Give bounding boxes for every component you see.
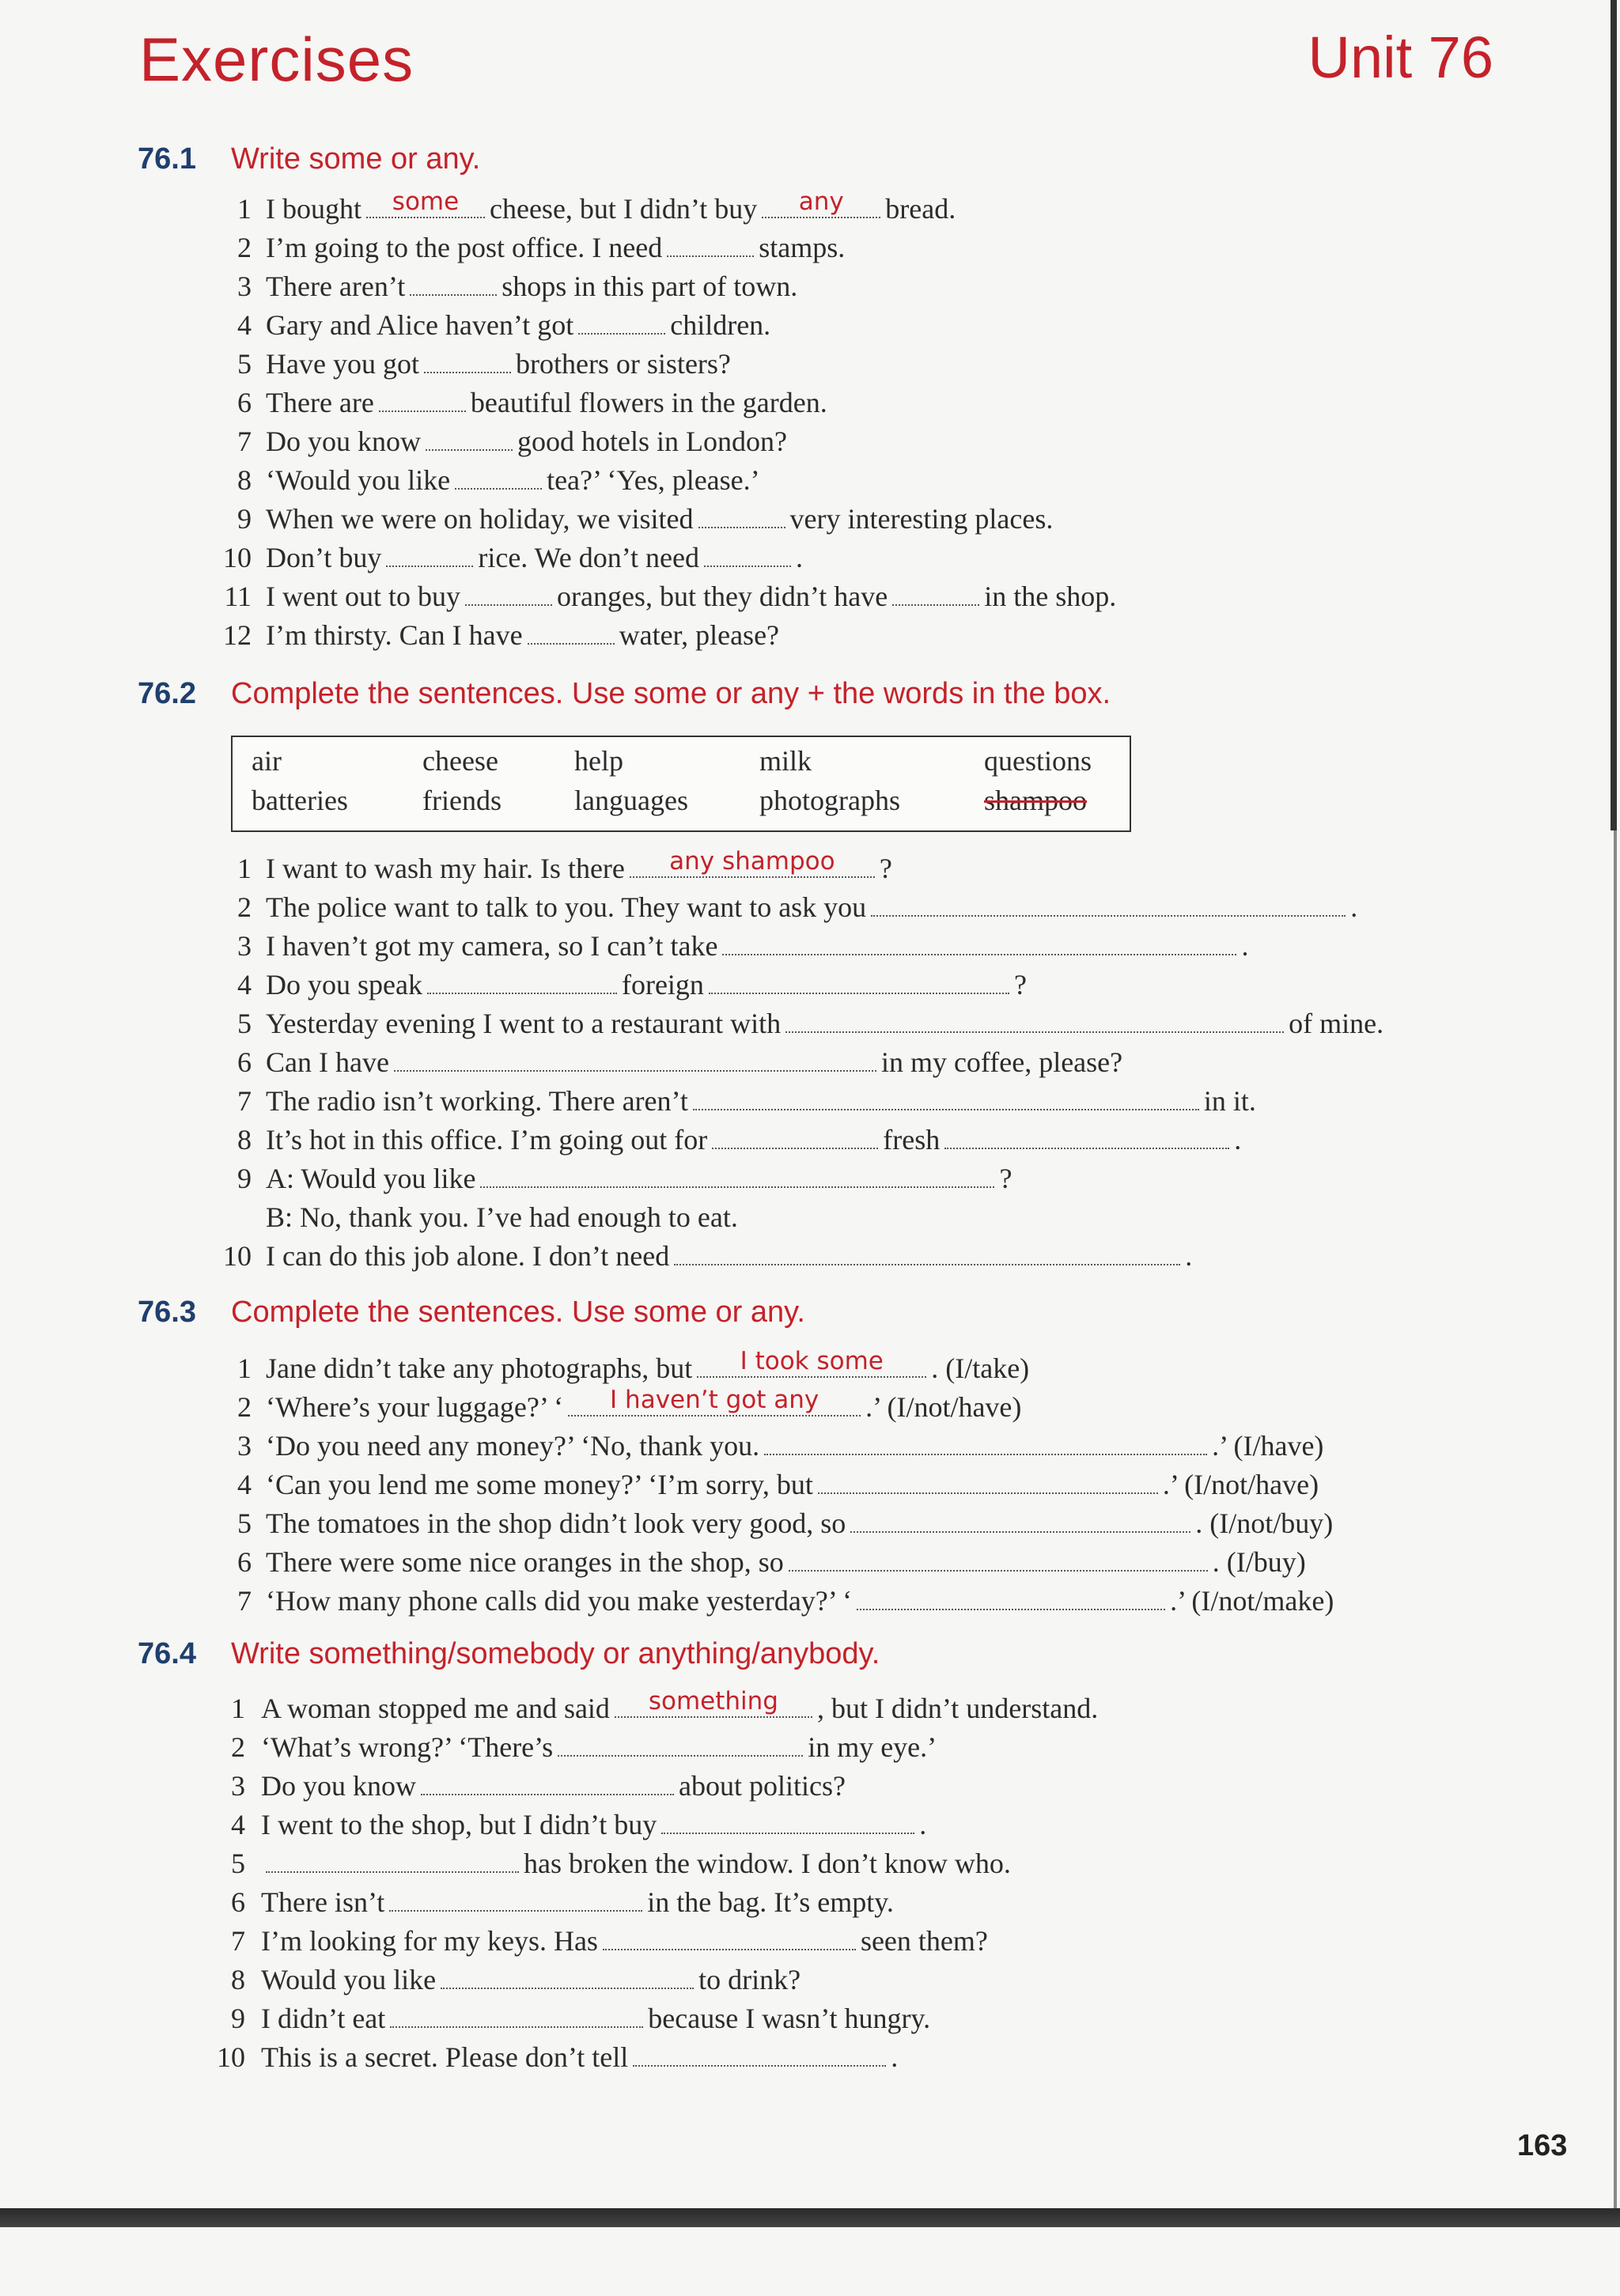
answer-blank[interactable] — [850, 1507, 1190, 1533]
item-text — [266, 616, 779, 655]
exercise-item — [0, 1883, 1620, 1922]
item-number: 1 — [231, 1693, 245, 1724]
item-text — [261, 1844, 1011, 1883]
item-text-segment: I went out to buy — [266, 581, 460, 612]
item-number: 9 — [237, 1163, 252, 1194]
item-text — [266, 1043, 1122, 1082]
item-text-segment: in it. — [1203, 1085, 1256, 1117]
item-text — [266, 1121, 1241, 1159]
item-text-segment: Can I have — [266, 1046, 389, 1078]
item-text-segment: B: No, thank you. I’ve had enough to eat. — [266, 1201, 738, 1233]
answer-blank[interactable] — [944, 1124, 1229, 1149]
exercise-list-1 — [0, 187, 1620, 655]
item-text-segment: to drink? — [698, 1964, 801, 1995]
exercise-item — [0, 2038, 1620, 2077]
item-number: 4 — [237, 309, 252, 341]
answer-blank[interactable] — [410, 270, 497, 296]
exercise-item — [0, 1728, 1620, 1767]
answer-blank[interactable] — [578, 309, 665, 335]
exercise-item — [0, 306, 1620, 345]
item-text — [266, 1582, 1334, 1621]
answer-blank[interactable] — [421, 1770, 674, 1795]
exercise-item — [0, 1427, 1620, 1466]
box-word-crossed: shampoo — [984, 785, 1087, 816]
answer-blank[interactable] — [480, 1163, 994, 1188]
exercise-item — [0, 1004, 1620, 1043]
item-number: 3 — [237, 1430, 252, 1462]
page-number: 163 — [1517, 2129, 1568, 2162]
exercise-item — [0, 1582, 1620, 1621]
exercise-item — [0, 888, 1620, 927]
answer-blank[interactable] — [785, 1008, 1284, 1033]
item-text-segment: I bought — [266, 193, 361, 225]
item-text-segment: .’ (I/not/have) — [865, 1391, 1022, 1423]
answer-blank[interactable] — [698, 503, 785, 528]
box-word: photographs — [759, 785, 900, 816]
page-title: Exercises — [139, 25, 414, 94]
item-text-segment: . (I/not/buy) — [1195, 1507, 1334, 1539]
item-text-segment: There are — [266, 387, 374, 418]
item-text-segment: tea?’ ‘Yes, please.’ — [547, 464, 760, 496]
example-answer: any — [798, 187, 844, 216]
item-text — [266, 500, 1053, 539]
item-text-segment: There isn’t — [261, 1886, 385, 1918]
answer-blank[interactable] — [528, 619, 615, 645]
item-number: 2 — [237, 1391, 252, 1423]
item-text-segment: When we were on holiday, we visited — [266, 503, 694, 535]
item-text-segment: I’m going to the post office. I need — [266, 232, 663, 263]
item-text — [261, 2038, 898, 2077]
item-number: 6 — [237, 1546, 252, 1578]
item-text-segment: I didn’t eat — [261, 2003, 386, 2034]
item-number: 5 — [237, 1507, 252, 1539]
answer-blank[interactable] — [366, 187, 485, 218]
item-text-segment: ‘Can you lend me some money?’ ‘I’m sorry, but — [266, 1469, 813, 1500]
item-text — [261, 1999, 930, 2038]
exercise-item — [0, 345, 1620, 384]
item-text-segment: shops in this part of town. — [502, 270, 798, 302]
item-number: 7 — [231, 1925, 245, 1957]
item-text-segment: foreign — [621, 969, 704, 1000]
item-number: 1 — [237, 193, 252, 225]
item-number: 1 — [237, 1352, 252, 1384]
item-text — [261, 1922, 988, 1961]
section-title-1: Write some or any. — [231, 142, 481, 176]
item-number: 6 — [237, 387, 252, 418]
item-number: 9 — [237, 503, 252, 535]
item-text — [261, 1689, 1098, 1728]
example-answer: some — [392, 187, 460, 216]
example-answer: something — [648, 1687, 778, 1715]
item-text — [266, 229, 845, 267]
item-text-segment: in the bag. It’s empty. — [647, 1886, 894, 1918]
item-text — [266, 888, 1357, 927]
exercise-item — [0, 577, 1620, 616]
exercise-item — [0, 1466, 1620, 1504]
item-number: 1 — [237, 853, 252, 884]
answer-blank[interactable] — [389, 1886, 642, 1912]
answer-blank[interactable] — [379, 387, 466, 412]
section-number-2: 76.2 — [138, 677, 196, 710]
example-answer: any shampoo — [669, 847, 835, 876]
item-text-segment: Yesterday evening I went to a restaurant with — [266, 1008, 782, 1039]
item-text — [266, 1349, 1029, 1388]
answer-blank[interactable] — [871, 891, 1346, 917]
item-number: 5 — [231, 1848, 245, 1879]
answer-blank[interactable] — [712, 1124, 878, 1149]
item-text-segment: stamps. — [759, 232, 846, 263]
section-number-1: 76.1 — [138, 142, 196, 176]
exercise-item — [0, 384, 1620, 422]
item-text — [266, 1159, 1012, 1198]
item-text-segment: Jane didn’t take any photographs, but — [266, 1352, 693, 1384]
item-number: 8 — [237, 464, 252, 496]
item-text — [266, 1466, 1319, 1504]
answer-blank[interactable] — [722, 930, 1236, 955]
answer-blank[interactable] — [661, 1809, 914, 1834]
item-text — [266, 539, 803, 577]
answer-blank[interactable] — [764, 1430, 1207, 1455]
item-number: 8 — [237, 1124, 252, 1156]
item-number: 12 — [223, 619, 252, 651]
box-word: languages — [574, 785, 688, 816]
exercise-item — [0, 1844, 1620, 1883]
item-text-segment: fresh — [883, 1124, 941, 1156]
answer-blank[interactable] — [465, 581, 552, 606]
item-text — [266, 1388, 1021, 1427]
item-text — [266, 267, 797, 306]
item-text-segment: good hotels in London? — [517, 426, 787, 457]
item-text-segment: I haven’t got my camera, so I can’t take — [266, 930, 718, 962]
answer-blank[interactable] — [633, 2041, 886, 2067]
item-text-segment: I’m thirsty. Can I have — [266, 619, 523, 651]
answer-blank[interactable] — [424, 348, 511, 373]
exercise-item — [0, 187, 1620, 229]
item-text-segment: Would you like — [261, 1964, 437, 1995]
section-number-3: 76.3 — [138, 1296, 196, 1329]
item-number: 7 — [237, 1085, 252, 1117]
item-text — [266, 345, 731, 384]
exercise-item — [0, 1082, 1620, 1121]
box-word: air — [252, 745, 282, 777]
item-text — [261, 1767, 846, 1806]
exercise-item — [0, 1767, 1620, 1806]
item-number: 10 — [223, 542, 252, 573]
exercise-item — [0, 461, 1620, 500]
box-word: cheese — [422, 745, 498, 777]
item-text — [266, 1543, 1306, 1582]
item-number: 6 — [237, 1046, 252, 1078]
example-answer: I haven’t got any — [610, 1386, 819, 1414]
box-word: milk — [759, 745, 812, 777]
exercise-item — [0, 1922, 1620, 1961]
item-text-segment: .’ (I/not/have) — [1162, 1469, 1319, 1500]
item-text — [266, 1427, 1323, 1466]
item-text-segment: in my eye.’ — [808, 1731, 937, 1763]
exercise-item — [0, 966, 1620, 1004]
item-text-segment: The radio isn’t working. There aren’t — [266, 1085, 688, 1117]
item-number: 4 — [237, 969, 252, 1000]
item-text-segment: about politics? — [679, 1770, 846, 1802]
exercise-list-3 — [0, 1349, 1620, 1621]
item-text-segment: A woman stopped me and said — [261, 1693, 610, 1724]
exercise-item — [0, 1689, 1620, 1728]
item-text-segment: ? — [1013, 969, 1027, 1000]
answer-blank[interactable] — [558, 1731, 803, 1757]
answer-blank[interactable] — [709, 969, 1009, 994]
item-text-segment: Do you know — [266, 426, 421, 457]
item-text-segment: water, please? — [619, 619, 780, 651]
item-number: 5 — [237, 1008, 252, 1039]
item-text-segment: . — [796, 542, 804, 573]
answer-blank[interactable] — [667, 232, 754, 257]
answer-blank[interactable] — [426, 426, 513, 451]
exercise-item — [0, 539, 1620, 577]
item-text-segment: A: Would you like — [266, 1163, 476, 1194]
answer-blank[interactable] — [394, 1046, 876, 1072]
item-number: 4 — [237, 1469, 252, 1500]
exercise-item — [0, 1159, 1620, 1198]
answer-blank[interactable] — [693, 1085, 1199, 1110]
item-text-segment: . — [1185, 1240, 1193, 1272]
item-text — [261, 1806, 926, 1844]
item-text-segment: brothers or sisters? — [515, 348, 731, 380]
exercise-item — [0, 849, 1620, 888]
unit-label: Unit 76 — [1308, 25, 1493, 90]
exercise-item — [0, 422, 1620, 461]
item-text-segment: in my coffee, please? — [880, 1046, 1123, 1078]
item-text — [261, 1961, 801, 1999]
item-text-segment: . — [891, 2041, 899, 2073]
exercise-item — [0, 229, 1620, 267]
item-text — [266, 1504, 1333, 1543]
box-word: questions — [984, 745, 1092, 777]
item-text-segment: Do you speak — [266, 969, 422, 1000]
item-text — [266, 1198, 738, 1237]
exercise-item — [0, 1999, 1620, 2038]
item-text — [261, 1883, 894, 1922]
item-text-segment: beautiful flowers in the garden. — [470, 387, 827, 418]
item-text-segment: cheese, but I didn’t buy — [490, 193, 758, 225]
item-number: 2 — [231, 1731, 245, 1763]
answer-blank[interactable] — [857, 1585, 1165, 1610]
item-text-segment: Gary and Alice haven’t got — [266, 309, 574, 341]
item-text-segment: . (I/buy) — [1212, 1546, 1306, 1578]
item-number: 4 — [231, 1809, 245, 1840]
item-text — [266, 1082, 1256, 1121]
item-text-segment: very interesting places. — [789, 503, 1054, 535]
item-text — [266, 577, 1116, 616]
item-number: 3 — [237, 930, 252, 962]
answer-blank[interactable] — [892, 581, 979, 606]
exercise-item — [0, 616, 1620, 655]
item-text — [266, 849, 892, 888]
exercise-item — [0, 267, 1620, 306]
exercise-item — [0, 1806, 1620, 1844]
item-number: 3 — [231, 1770, 245, 1802]
item-text — [261, 1728, 937, 1767]
item-text-segment: Have you got — [266, 348, 419, 380]
item-number: 11 — [224, 581, 252, 612]
word-box — [231, 736, 1131, 832]
answer-blank[interactable] — [603, 1925, 856, 1950]
answer-blank[interactable] — [266, 1848, 519, 1873]
answer-blank[interactable] — [674, 1240, 1180, 1265]
answer-blank[interactable] — [818, 1469, 1158, 1494]
exercise-item — [0, 1121, 1620, 1159]
answer-blank[interactable] — [697, 1347, 926, 1378]
item-text — [266, 927, 1248, 966]
item-text — [266, 1237, 1192, 1276]
item-text-segment: Don’t buy — [266, 542, 382, 573]
item-text-segment: The tomatoes in the shop didn’t look very good, so — [266, 1507, 846, 1539]
item-text — [266, 422, 787, 461]
exercise-item — [0, 1388, 1620, 1427]
item-number: 3 — [237, 270, 252, 302]
example-answer: I took some — [740, 1347, 884, 1375]
exercise-item — [0, 1961, 1620, 1999]
item-text-segment: It’s hot in this office. I’m going out for — [266, 1124, 708, 1156]
item-text-segment: . — [1241, 930, 1249, 962]
exercise-item — [0, 500, 1620, 539]
item-number: 7 — [237, 1585, 252, 1617]
item-text-segment: children. — [670, 309, 771, 341]
item-number: 2 — [237, 232, 252, 263]
answer-blank[interactable] — [441, 1964, 694, 1989]
item-text-segment: ‘Where’s your luggage?’ ‘ — [266, 1391, 564, 1423]
item-text-segment: There aren’t — [266, 270, 406, 302]
answer-blank[interactable] — [568, 1386, 861, 1417]
item-text — [266, 306, 770, 345]
item-text-segment: ‘Would you like — [266, 464, 451, 496]
item-text-segment: There were some nice oranges in the shop, so — [266, 1546, 784, 1578]
item-number: 2 — [237, 891, 252, 923]
exercise-item — [0, 927, 1620, 966]
item-number: 8 — [231, 1964, 245, 1995]
item-text-segment: I want to wash my hair. Is there — [266, 853, 625, 884]
item-text-segment: because I wasn’t hungry. — [648, 2003, 931, 2034]
item-text-segment: , but I didn’t understand. — [816, 1693, 1099, 1724]
item-text — [266, 187, 956, 229]
exercise-item — [0, 1349, 1620, 1388]
item-text — [266, 461, 760, 500]
item-text-segment: in the shop. — [984, 581, 1117, 612]
item-text-segment: . — [1350, 891, 1358, 923]
item-number: 9 — [231, 2003, 245, 2034]
item-number: 10 — [217, 2041, 245, 2073]
answer-blank[interactable] — [762, 187, 880, 218]
item-number: 10 — [223, 1240, 252, 1272]
item-text-segment: ? — [879, 853, 892, 884]
exercise-item — [0, 1543, 1620, 1582]
item-text-segment: ‘How many phone calls did you make yesterday?’ ‘ — [266, 1585, 853, 1617]
item-text-segment: I can do this job alone. I don’t need — [266, 1240, 670, 1272]
item-text — [266, 1004, 1383, 1043]
item-number: 5 — [237, 348, 252, 380]
item-text-segment: . — [919, 1809, 927, 1840]
exercise-item — [0, 1237, 1620, 1276]
box-word: help — [574, 745, 623, 777]
item-text — [266, 384, 827, 422]
box-word: batteries — [252, 785, 348, 816]
exercise-item — [0, 1198, 1620, 1237]
section-title-4: Write something/somebody or anything/anybody. — [231, 1637, 880, 1670]
item-text-segment: The police want to talk to you. They want to ask you — [266, 891, 867, 923]
item-number: 6 — [231, 1886, 245, 1918]
exercise-list-2 — [0, 849, 1620, 1276]
item-text-segment: I went to the shop, but I didn’t buy — [261, 1809, 657, 1840]
answer-blank[interactable] — [390, 2003, 643, 2028]
item-text — [266, 966, 1027, 1004]
item-text-segment: Do you know — [261, 1770, 416, 1802]
exercise-item — [0, 1043, 1620, 1082]
item-text-segment: rice. We don’t need — [478, 542, 700, 573]
item-text-segment: ? — [999, 1163, 1012, 1194]
answer-blank[interactable] — [630, 847, 875, 878]
section-number-4: 76.4 — [138, 1637, 196, 1670]
section-title-3: Complete the sentences. Use some or any. — [231, 1296, 805, 1329]
item-text-segment: . (I/take) — [931, 1352, 1030, 1384]
item-text-segment: oranges, but they didn’t have — [556, 581, 888, 612]
item-number: 7 — [237, 426, 252, 457]
exercise-item — [0, 1504, 1620, 1543]
item-text-segment: .’ (I/not/make) — [1170, 1585, 1334, 1617]
item-text-segment: bread. — [885, 193, 956, 225]
item-text-segment: I’m looking for my keys. Has — [261, 1925, 598, 1957]
box-word: friends — [422, 785, 502, 816]
item-text-segment: This is a secret. Please don’t tell — [261, 2041, 629, 2073]
section-title-2: Complete the sentences. Use some or any + the words in the box. — [231, 677, 1111, 710]
answer-blank[interactable] — [789, 1546, 1208, 1572]
item-text-segment: seen them? — [860, 1925, 988, 1957]
item-text-segment: ‘Do you need any money?’ ‘No, thank you. — [266, 1430, 760, 1462]
item-text-segment: ‘What’s wrong?’ ‘There’s — [261, 1731, 554, 1763]
item-text-segment: has broken the window. I don’t know who. — [524, 1848, 1011, 1879]
answer-blank[interactable] — [455, 464, 542, 490]
exercise-list-4 — [0, 1689, 1620, 2077]
answer-blank[interactable] — [386, 542, 473, 567]
answer-blank[interactable] — [615, 1687, 812, 1718]
answer-blank[interactable] — [427, 969, 617, 994]
item-text-segment: of mine. — [1289, 1008, 1384, 1039]
item-text-segment: . — [1234, 1124, 1242, 1156]
page-bottom-edge — [0, 2208, 1620, 2227]
item-text-segment: .’ (I/have) — [1212, 1430, 1324, 1462]
answer-blank[interactable] — [704, 542, 791, 567]
